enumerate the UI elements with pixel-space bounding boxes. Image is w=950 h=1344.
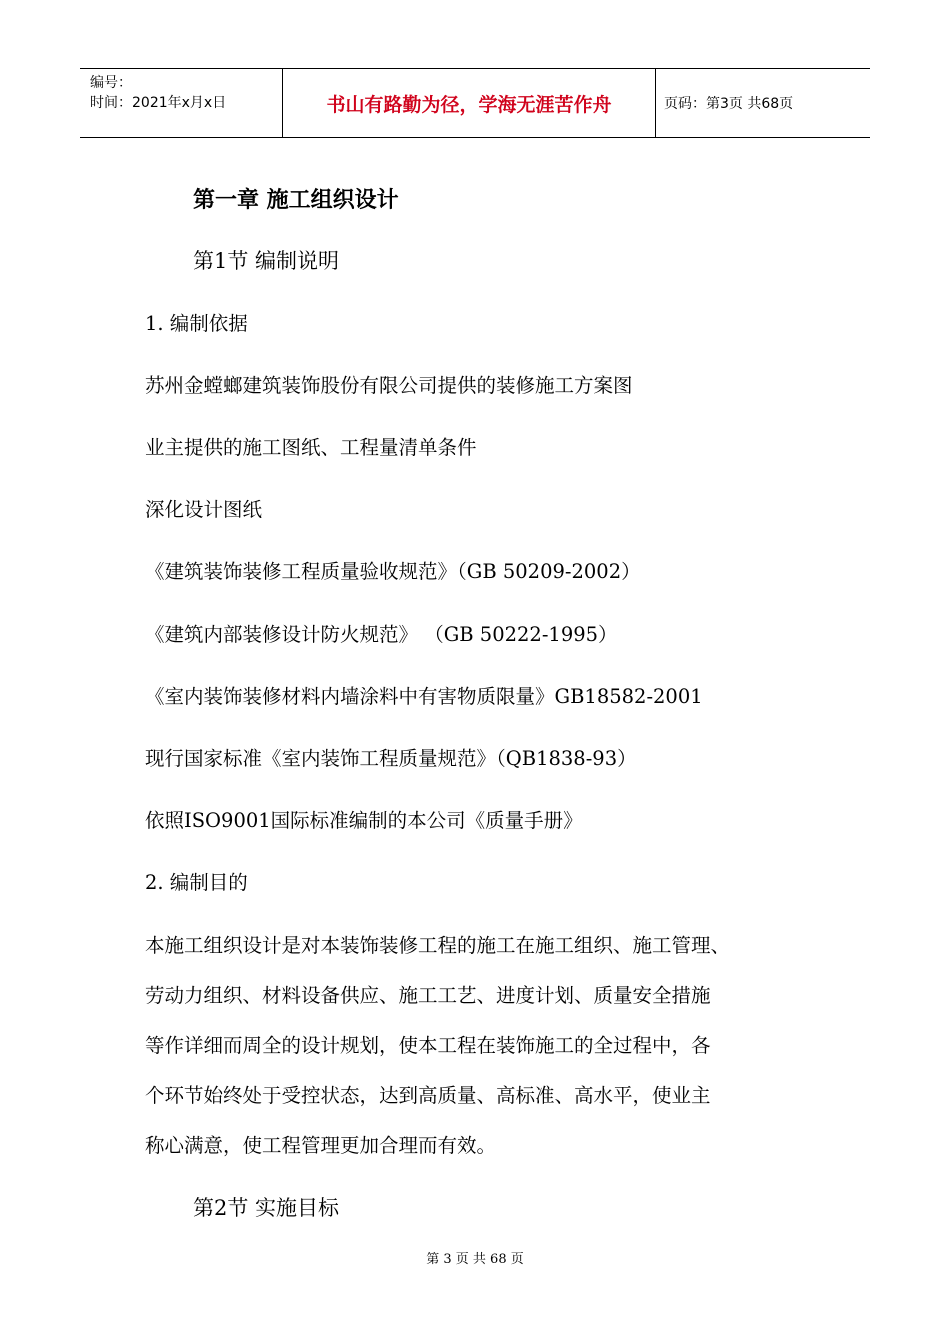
basis-item: 《建筑装饰装修工程质量验收规范》（GB 50209-2002） <box>145 560 641 583</box>
header-motto: 书山有路勤为径，学海无涯苦作舟 <box>326 93 612 116</box>
header-meta-cell <box>80 69 282 137</box>
basis-item: 业主提供的施工图纸、工程量清单条件 <box>145 436 477 459</box>
section-2-title: 第2节 实施目标 <box>193 1196 340 1220</box>
basis-item: 《室内装饰装修材料内墙涂料中有害物质限量》GB18582-2001 <box>145 685 703 708</box>
header-page-info: 页码：第3页 共68页 <box>664 96 794 112</box>
header-page-cell <box>656 69 870 137</box>
document-number-label: 编号： <box>90 75 132 91</box>
document-date-label: 时间：2021年x月x日 <box>90 95 227 111</box>
basis-item: 苏州金螳螂建筑装饰股份有限公司提供的装修施工方案图 <box>145 374 633 397</box>
section-1-title: 第1节 编制说明 <box>193 249 340 273</box>
purpose-paragraph-line: 劳动力组织、材料设备供应、施工工艺、进度计划、质量安全措施 <box>145 984 711 1007</box>
subsection-1-title: 1. 编制依据 <box>145 312 248 335</box>
purpose-paragraph-line: 本施工组织设计是对本装饰装修工程的施工在施工组织、施工管理、 <box>145 934 731 957</box>
purpose-paragraph-line: 等作详细而周全的设计规划，使本工程在装饰施工的全过程中，各 <box>145 1034 711 1057</box>
basis-item: 深化设计图纸 <box>145 498 263 521</box>
chapter-title: 第一章 施工组织设计 <box>193 188 399 213</box>
subsection-2-title: 2. 编制目的 <box>145 871 248 894</box>
basis-item: 现行国家标准《室内装饰工程质量规范》（QB1838-93） <box>145 747 637 770</box>
basis-item: 《建筑内部装修设计防火规范》 （GB 50222-1995） <box>145 623 618 646</box>
purpose-paragraph-line: 称心满意，使工程管理更加合理而有效。 <box>145 1134 497 1157</box>
page-header <box>80 68 870 138</box>
purpose-paragraph-line: 个环节始终处于受控状态，达到高质量、高标准、高水平，使业主 <box>145 1084 711 1107</box>
basis-item: 依照ISO9001国际标准编制的本公司《质量手册》 <box>145 809 583 832</box>
page-footer: 第 3 页 共 68 页 <box>426 1252 524 1267</box>
header-motto-cell <box>282 69 656 137</box>
